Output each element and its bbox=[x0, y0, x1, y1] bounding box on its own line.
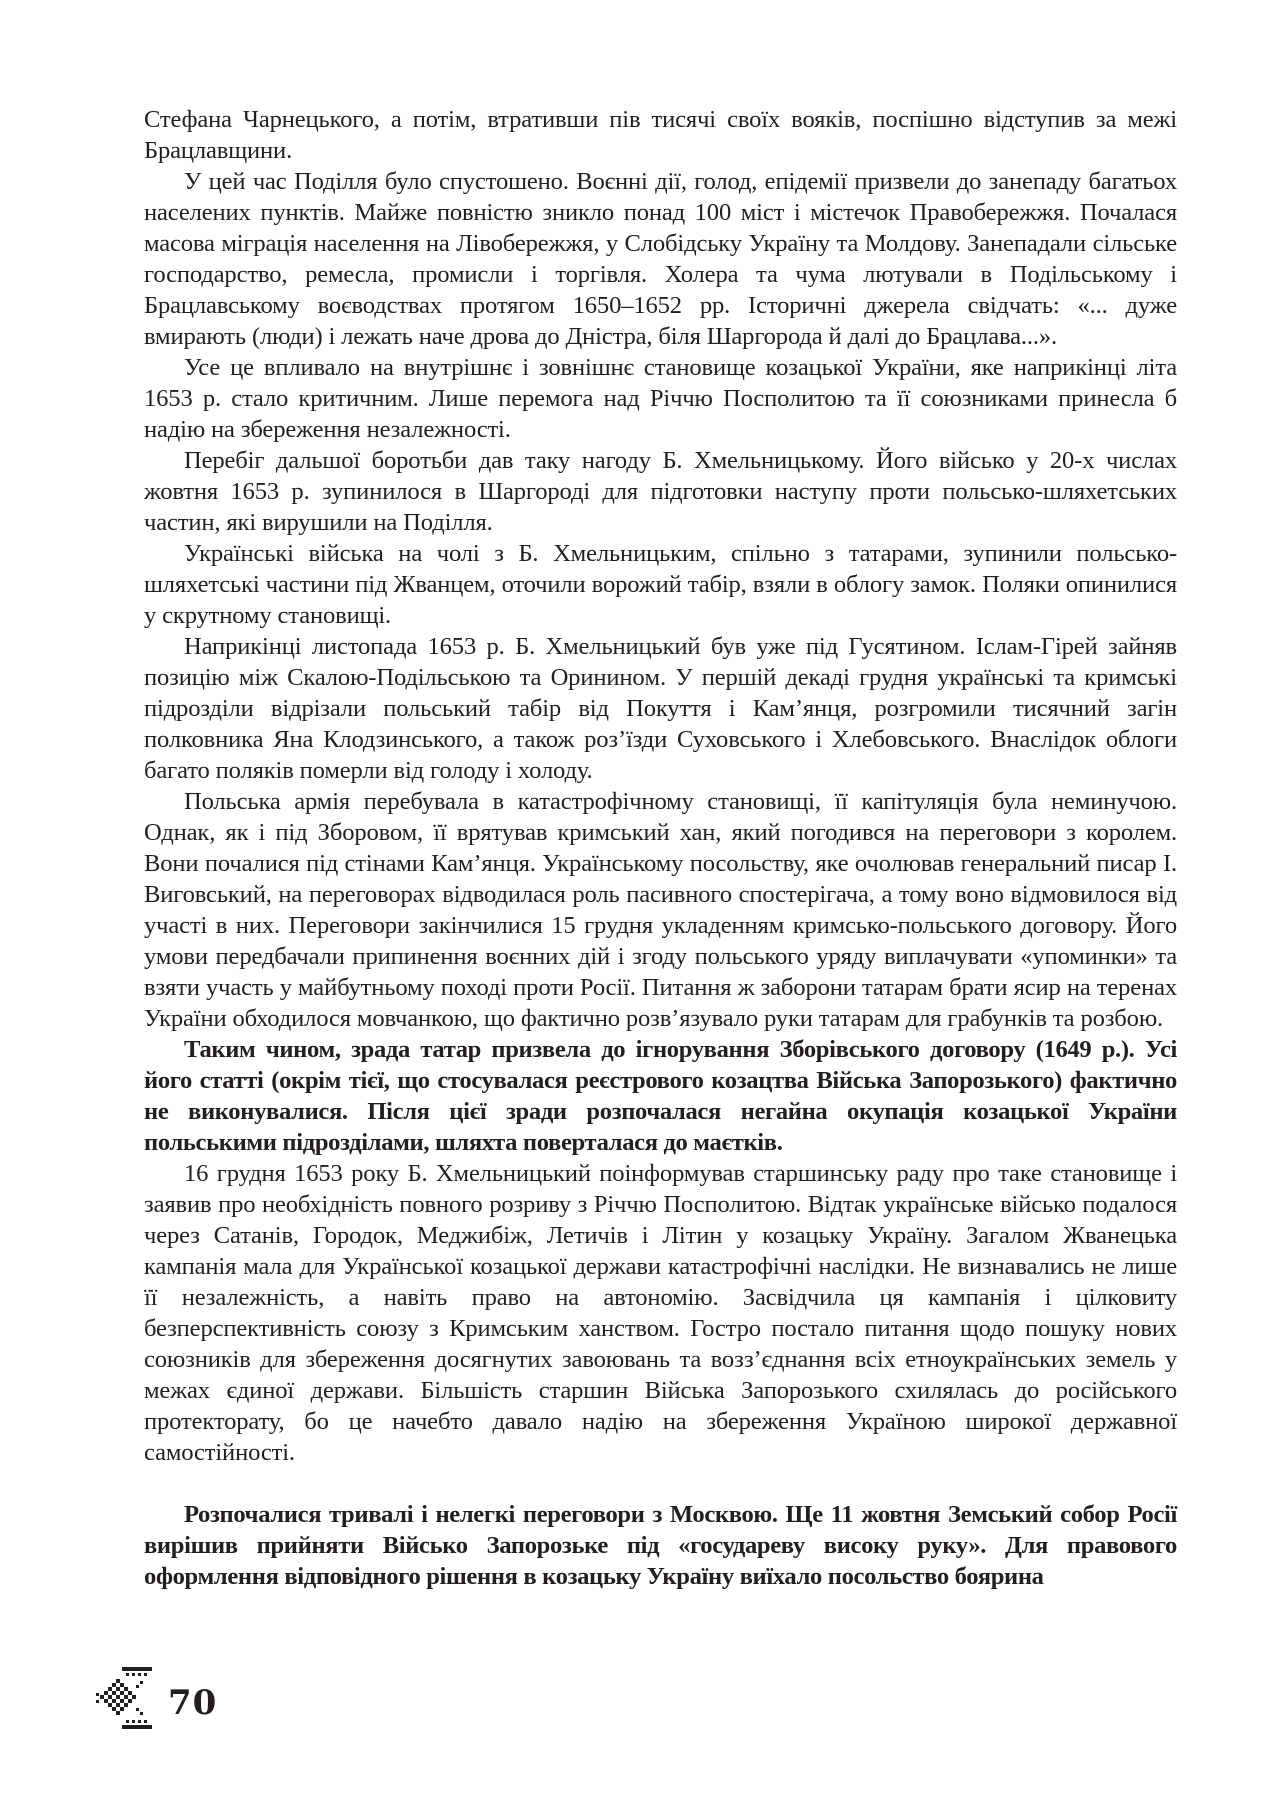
paragraph-6: Наприкінці листопада 1653 р. Б. Хмельницький був уже під Гусятином. Іслам-Гірей зайняв позицію між Скалою-Подільською та Орининoм. У першій декаді грудня українські та кримські підрозділи відрізали польський табір від Покуття і Кам’янця, розгромили тисячний загін полковника Яна Клодзинського, а також роз’їзди Суховського і Хлебовського. Внаслідок облоги багато поляків померли від голоду і холоду. bbox=[144, 633, 1177, 784]
paragraph-4: Перебіг дальшої боротьби дав таку нагоду Б. Хмельницькому. Його військо у 20-х числах жовтня 1653 р. зупинилося в Шаргороді для підготовки наступу проти польсько-шляхетських частин, які вирушили на Поділля. bbox=[144, 447, 1177, 536]
paragraph-2: У цей час Поділля було спустошено. Воєнні дії, голод, епідемії призвели до занепаду багатьох населених пунктів. Майже повністю зникло понад 100 міст і містечок Правобережжя. Почалася масова міграція населення на Лівобережжя, у Слобідську Україну та Молдову. Занепадали сільське господарство, ремесла, промисли і торгівля. Холера та чума лютували в Подільському і Брацлавському воєводствах протягом 1650–1652 рр. Історичні джерела свідчать: «... дуже вмирають (люди) і лежать наче дрова до Дністра, біля Шаргорода й далі до Брацлава...». bbox=[144, 168, 1177, 350]
paragraph-10-bold: Розпочалися тривалі і нелегкі переговори з Москвою. Ще 11 жовтня Земський собор Росії вирішив прийняти Військо Запорозьке під «государеву високу руку». Для правового оформлення відповідного рішення в козацьку Україну виїхало посольство боярина bbox=[144, 1501, 1177, 1590]
paragraph-9: 16 грудня 1653 року Б. Хмельницький поінформував старшинську раду про таке становище і заявив про необхідність повного розриву з Річчю Посполитою. Відтак українське військо подалося через Сатанів, Городок, Меджибіж, Летичів і Літин у козацьку Україну. Загалом Жванецька кампанія мала для Української козацької держави катастрофічні наслідки. Не визнавались не лише її незалежність, а навіть право на автономію. Засвідчила ця кампанія і цілковиту безперспективність союзу з Кримським ханством. Гостро постало питання щодо пошуку нових союзників для збереження досягнутих завоювань та возз’єднання всіх етноукраїнських земель у межах єдиної держави. Більшість старшин Війська Запорозького схилялась до російського протекторату, бо це начебто давало надію на збереження Україною широкої державної самостійності. bbox=[144, 1160, 1177, 1466]
paragraph-3: Усе це впливало на внутрішнє і зовнішнє становище козацької України, яке наприкінці літа 1653 р. стало критичним. Лише перемога над Річчю Посполитою та її союзниками принесла б надію на збереження незалежності. bbox=[144, 354, 1177, 443]
paragraph-5: Українські війська на чолі з Б. Хмельницьким, спільно з татарами, зупинили польсько-шляхетські частини під Жванцем, оточили ворожий табір, взяли в облогу замок. Поляки опинилися у скрутному становищі. bbox=[144, 540, 1177, 629]
paragraph-8-bold-summary: Таким чином, зрада татар призвела до ігнорування Зборівського договору (1649 р.). Усі його статті (окрім тієї, що стосувалася реєстрового козацтва Війська Запорозького) фактично не виконувалися. Після цієї зради розпочалася негайна окупація козацької України польськими підрозділами, шляхта поверталася до маєтків. bbox=[144, 1036, 1177, 1156]
page-number: 70 bbox=[168, 1683, 218, 1723]
page-body-text bbox=[144, 104, 1177, 1592]
page-footer bbox=[92, 1662, 217, 1734]
embroidery-ornament-icon bbox=[92, 1665, 154, 1731]
paragraph-7: Польська армія перебувала в катастрофічному становищі, її капітуляція була неминучою. Однак, як і під Зборовом, її врятував кримський хан, який погодився на переговори з королем. Вони почалися під стінами Кам’янця. Українському посольству, яке очолював генеральний писар І. Виговський, на переговорах відводилася роль пасивного спостерігача, а тому воно відмовилося від участі в них. Переговори закінчилися 15 грудня укладенням кримсько-польського договору. Його умови передбачали припинення воєнних дій і згоду польського уряду виплачувати «упоминки» та взяти участь у майбутньому поході проти Росії. Питання ж заборони татарам брати ясир на теренах України обходилося мовчанкою, що фактично розв’язувало руки татарам для грабунків та розбою. bbox=[144, 788, 1177, 1032]
paragraph-1: Стефана Чарнецького, а потім, втративши пів тисячі своїх вояків, поспішно відступив за межі Брацлавщини. bbox=[144, 106, 1177, 164]
